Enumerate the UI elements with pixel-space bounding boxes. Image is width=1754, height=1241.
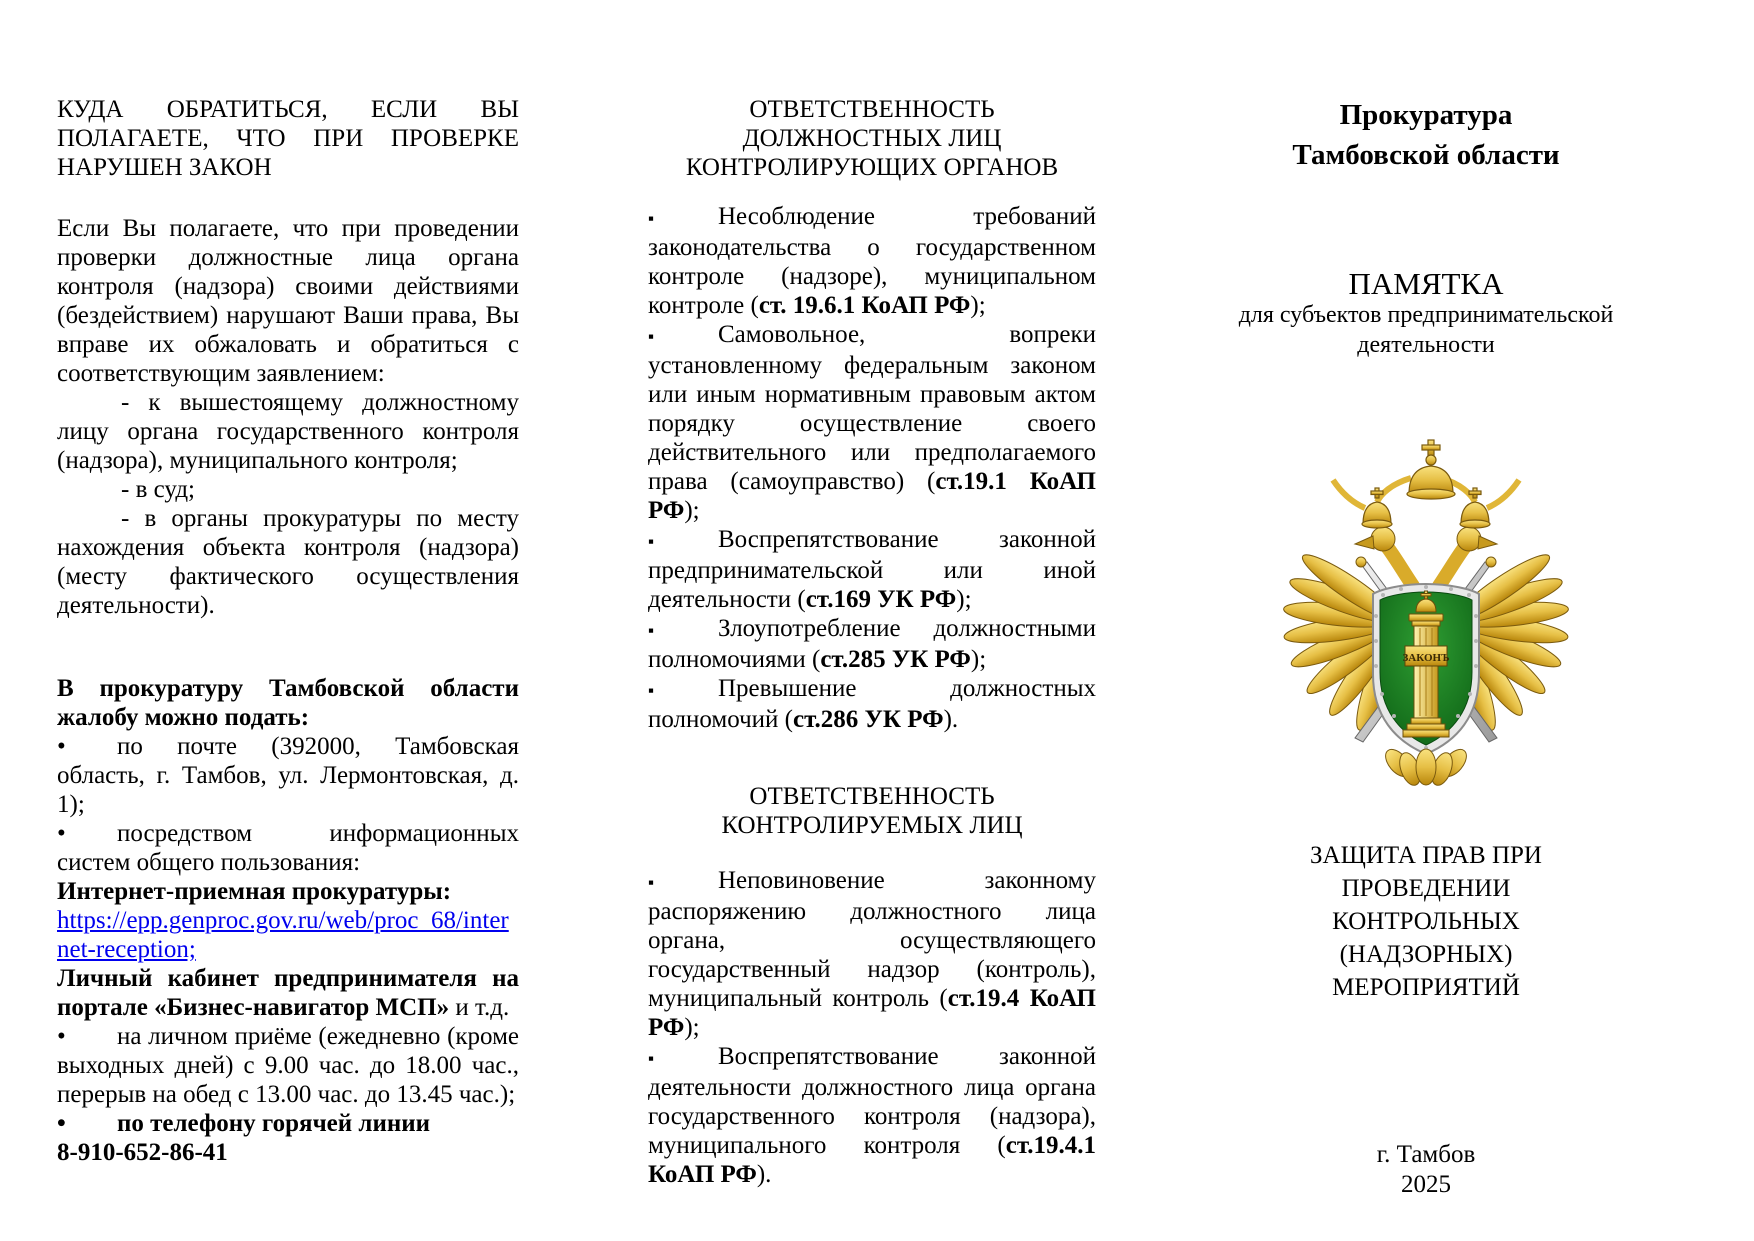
- officials-liability-heading: ОТВЕТСТВЕННОСТЬ ДОЛЖНОСТНЫХ ЛИЦ КОНТРОЛИРУЮЩИХ ОРГАНОВ: [685, 96, 1059, 181]
- bullet-marker: •: [57, 820, 66, 847]
- list-item: - в суд;: [121, 476, 195, 503]
- bold-text-run: ст.19.4.1 КоАП РФ: [648, 1132, 1096, 1188]
- text-run: ).: [943, 706, 959, 733]
- year-label: 2025: [1401, 1171, 1451, 1198]
- list-item: [57, 819, 519, 877]
- bullet-marker: ▪: [648, 532, 655, 551]
- brochure-topic-title: ЗАЩИТА ПРАВ ПРИ ПРОВЕДЕНИИ КОНТРОЛЬНЫХ (НАДЗОРНЫХ) МЕРОПРИЯТИЙ: [1310, 842, 1542, 1001]
- prosecutor-office-emblem-icon: [1281, 436, 1571, 786]
- list-item: - к вышестоящему должностному лицу органа государственного контроля (надзора), муниципального контроля;: [57, 389, 519, 474]
- text-run: );: [684, 1014, 700, 1041]
- bold-text-run: ст.169 УК РФ: [805, 586, 957, 613]
- bullet-marker: ▪: [648, 327, 655, 346]
- list-item: [648, 866, 1096, 1042]
- bullet-marker: ▪: [648, 621, 655, 640]
- intro-paragraph: Если Вы полагаете, что при проведении проверки должностные лица органа контроля (надзора) своими действиями (бездействием) нарушают Ваши права, Вы вправе их обжаловать и обратиться с соответствующим заявлением:: [57, 215, 519, 387]
- list-item: [648, 202, 1096, 320]
- submit-channels-list: [57, 732, 519, 1167]
- list-item: [57, 1022, 519, 1109]
- right-column: [1180, 95, 1672, 1200]
- text-run: Самовольное, вопреки установленному федеральным законом или иным нормативным правовым актом порядку осуществление своего действительного или предполагаемого права (самоуправство) (: [648, 321, 1096, 495]
- bullet-marker: •: [57, 1110, 66, 1137]
- controlled-persons-list: [648, 866, 1096, 1189]
- text-run: );: [970, 292, 986, 319]
- bold-text-run: ст.19.1 КоАП РФ: [648, 468, 1096, 524]
- complaint-options-list: [57, 388, 519, 620]
- bold-text-run: по телефону горячей линии: [117, 1110, 431, 1137]
- list-item: [57, 964, 519, 1022]
- organization-name-line2: Тамбовской области: [1292, 139, 1560, 171]
- list-item: - в органы прокуратуры по месту нахождения объекта контроля (надзора) (месту фактического осуществления деятельности).: [57, 505, 519, 619]
- text-run: по почте (392000, Тамбовская область, г. Тамбов, ул. Лермонтовская, д. 1);: [57, 733, 519, 818]
- bold-text-run: ст. 19.6.1 КоАП РФ: [758, 292, 971, 319]
- middle-column: [648, 95, 1096, 1189]
- controlled-persons-heading: ОТВЕТСТВЕННОСТЬ КОНТРОЛИРУЕМЫХ ЛИЦ: [721, 783, 1023, 839]
- list-item: [57, 1138, 519, 1167]
- list-item: [57, 732, 519, 819]
- text-run: и т.д.: [449, 994, 510, 1021]
- text-run: Злоупотребление должностными полномочиями (: [648, 615, 1096, 673]
- submit-heading: В прокуратуру Тамбовской области жалобу можно подать:: [57, 675, 519, 731]
- bullet-marker: ▪: [648, 1049, 655, 1068]
- bold-text-run: Интернет-приемная прокуратуры:: [57, 878, 452, 905]
- emblem-container: [1180, 436, 1672, 793]
- text-run: );: [956, 586, 972, 613]
- city-label: г. Тамбов: [1376, 1141, 1476, 1168]
- emblem-motto-text: ЗАКОНЪ: [1402, 652, 1450, 664]
- officials-liability-list: [648, 202, 1096, 734]
- text-run: );: [970, 646, 987, 673]
- text-run: на личном приёме (ежедневно (кроме выходных дней) с 9.00 час. до 18.00 час., перерыв на обед с 13.00 час. до 13.45 час.);: [57, 1023, 519, 1108]
- list-item: [648, 1042, 1096, 1189]
- bold-text-run: ст.19.4 КоАП РФ: [648, 985, 1096, 1041]
- list-item: [57, 906, 519, 964]
- text-run: Превышение должностных полномочий (: [648, 675, 1096, 733]
- bullet-marker: ▪: [648, 209, 655, 228]
- list-item: [648, 320, 1096, 525]
- bold-text-run: 8-910-652-86-41: [57, 1139, 228, 1166]
- left-column: [57, 95, 519, 1167]
- bullet-marker: ▪: [648, 681, 655, 700]
- text-run: Несоблюдение требований законодательства о государственном контроле (надзоре), муниципальном контроле (: [648, 203, 1096, 319]
- organization-name-line1: Прокуратура: [1339, 99, 1513, 131]
- bold-text-run: Личный кабинет предпринимателя на портале «Бизнес-навигатор МСП»: [57, 965, 519, 1021]
- left-column-heading: КУДА ОБРАТИТЬСЯ, ЕСЛИ ВЫ ПОЛАГАЕТЕ, ЧТО ПРИ ПРОВЕРКЕ НАРУШЕН ЗАКОН: [57, 96, 519, 181]
- bullet-marker: •: [57, 1023, 66, 1050]
- bullet-marker: ▪: [648, 873, 655, 892]
- document-subtitle: для субъектов предпринимательской деятельности: [1238, 302, 1614, 358]
- text-run: Воспрепятствование законной деятельности должностного лица органа государственного контроля (надзора), муниципального контроля (: [648, 1043, 1096, 1159]
- text-run: посредством информационных систем общего пользования:: [57, 820, 519, 876]
- text-run: );: [684, 497, 700, 524]
- text-run: Воспрепятствование законной предпринимательской или иной деятельности (: [648, 526, 1096, 613]
- internet-reception-link[interactable]: https://epp.genproc.gov.ru/web/proc_68/internet-reception;: [57, 907, 509, 963]
- bullet-marker: •: [57, 733, 66, 760]
- bold-text-run: ст.285 УК РФ: [820, 646, 971, 673]
- list-item: [648, 614, 1096, 674]
- list-item: [57, 877, 519, 906]
- text-run: Неповиновение законному распоряжению должностного лица органа, осуществляющего государственный надзор (контроль), муниципальный контроль (: [648, 867, 1096, 1012]
- list-item: [57, 1109, 519, 1138]
- bold-text-run: ст.286 УК РФ: [793, 706, 944, 733]
- list-item: [648, 674, 1096, 734]
- list-item: [648, 525, 1096, 614]
- text-run: ).: [756, 1161, 772, 1188]
- document-type-title: ПАМЯТКА: [1348, 266, 1504, 301]
